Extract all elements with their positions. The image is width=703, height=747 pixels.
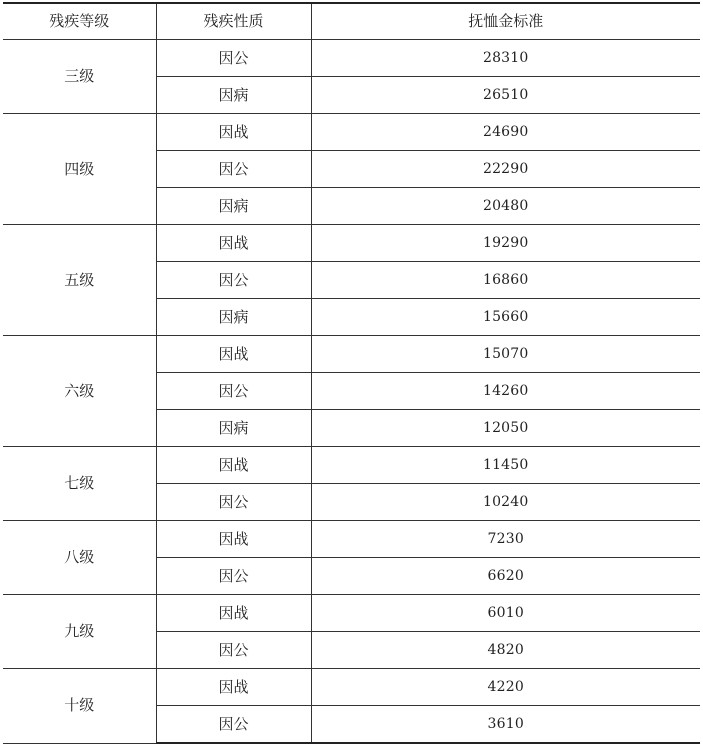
table-row bbox=[3, 669, 700, 706]
disability-nature-cell: 因战 bbox=[156, 114, 311, 151]
header-disability-nature: 残疾性质 bbox=[156, 3, 311, 40]
pension-amount-cell: 16860 bbox=[311, 262, 700, 299]
disability-nature-cell: 因公 bbox=[156, 558, 311, 595]
pension-amount-cell: 26510 bbox=[311, 77, 700, 114]
disability-nature-cell: 因病 bbox=[156, 188, 311, 225]
disability-nature-cell: 因战 bbox=[156, 336, 311, 373]
table-row bbox=[3, 447, 700, 484]
pension-amount-cell: 19290 bbox=[311, 225, 700, 262]
table-row bbox=[3, 595, 700, 632]
pension-amount-cell: 20480 bbox=[311, 188, 700, 225]
header-disability-level: 残疾等级 bbox=[3, 3, 156, 40]
disability-nature-cell: 因病 bbox=[156, 410, 311, 447]
pension-amount-cell: 22290 bbox=[311, 151, 700, 188]
disability-nature-cell: 因战 bbox=[156, 669, 311, 706]
table-row bbox=[3, 521, 700, 558]
table-row bbox=[3, 336, 700, 373]
pension-amount-cell: 6620 bbox=[311, 558, 700, 595]
disability-level-cell: 八级 bbox=[3, 521, 156, 595]
disability-level-cell: 五级 bbox=[3, 225, 156, 336]
disability-level-cell: 三级 bbox=[3, 40, 156, 114]
pension-amount-cell: 7230 bbox=[311, 521, 700, 558]
header-row bbox=[3, 3, 700, 40]
pension-amount-cell: 11450 bbox=[311, 447, 700, 484]
disability-nature-cell: 因战 bbox=[156, 521, 311, 558]
pension-amount-cell: 6010 bbox=[311, 595, 700, 632]
disability-nature-cell: 因病 bbox=[156, 299, 311, 336]
disability-level-cell: 九级 bbox=[3, 595, 156, 669]
table-row bbox=[3, 225, 700, 262]
pension-amount-cell: 10240 bbox=[311, 484, 700, 521]
pension-amount-cell: 4820 bbox=[311, 632, 700, 669]
pension-amount-cell: 3610 bbox=[311, 706, 700, 744]
disability-nature-cell: 因战 bbox=[156, 447, 311, 484]
disability-level-cell: 四级 bbox=[3, 114, 156, 225]
disability-nature-cell: 因公 bbox=[156, 484, 311, 521]
pension-amount-cell: 14260 bbox=[311, 373, 700, 410]
pension-amount-cell: 28310 bbox=[311, 40, 700, 77]
disability-nature-cell: 因病 bbox=[156, 77, 311, 114]
pension-amount-cell: 4220 bbox=[311, 669, 700, 706]
table-header bbox=[3, 3, 700, 40]
disability-level-cell: 十级 bbox=[3, 669, 156, 744]
table-row bbox=[3, 40, 700, 77]
pension-standard-table bbox=[3, 2, 700, 744]
disability-level-cell: 七级 bbox=[3, 447, 156, 521]
disability-level-cell: 六级 bbox=[3, 336, 156, 447]
disability-nature-cell: 因公 bbox=[156, 151, 311, 188]
pension-amount-cell: 15070 bbox=[311, 336, 700, 373]
pension-amount-cell: 12050 bbox=[311, 410, 700, 447]
disability-nature-cell: 因公 bbox=[156, 632, 311, 669]
disability-nature-cell: 因战 bbox=[156, 595, 311, 632]
pension-amount-cell: 24690 bbox=[311, 114, 700, 151]
header-pension-standard: 抚恤金标准 bbox=[311, 3, 700, 40]
disability-nature-cell: 因公 bbox=[156, 706, 311, 744]
disability-nature-cell: 因公 bbox=[156, 373, 311, 410]
table-row bbox=[3, 114, 700, 151]
disability-nature-cell: 因公 bbox=[156, 40, 311, 77]
pension-amount-cell: 15660 bbox=[311, 299, 700, 336]
table-body bbox=[3, 40, 700, 744]
disability-nature-cell: 因公 bbox=[156, 262, 311, 299]
disability-nature-cell: 因战 bbox=[156, 225, 311, 262]
